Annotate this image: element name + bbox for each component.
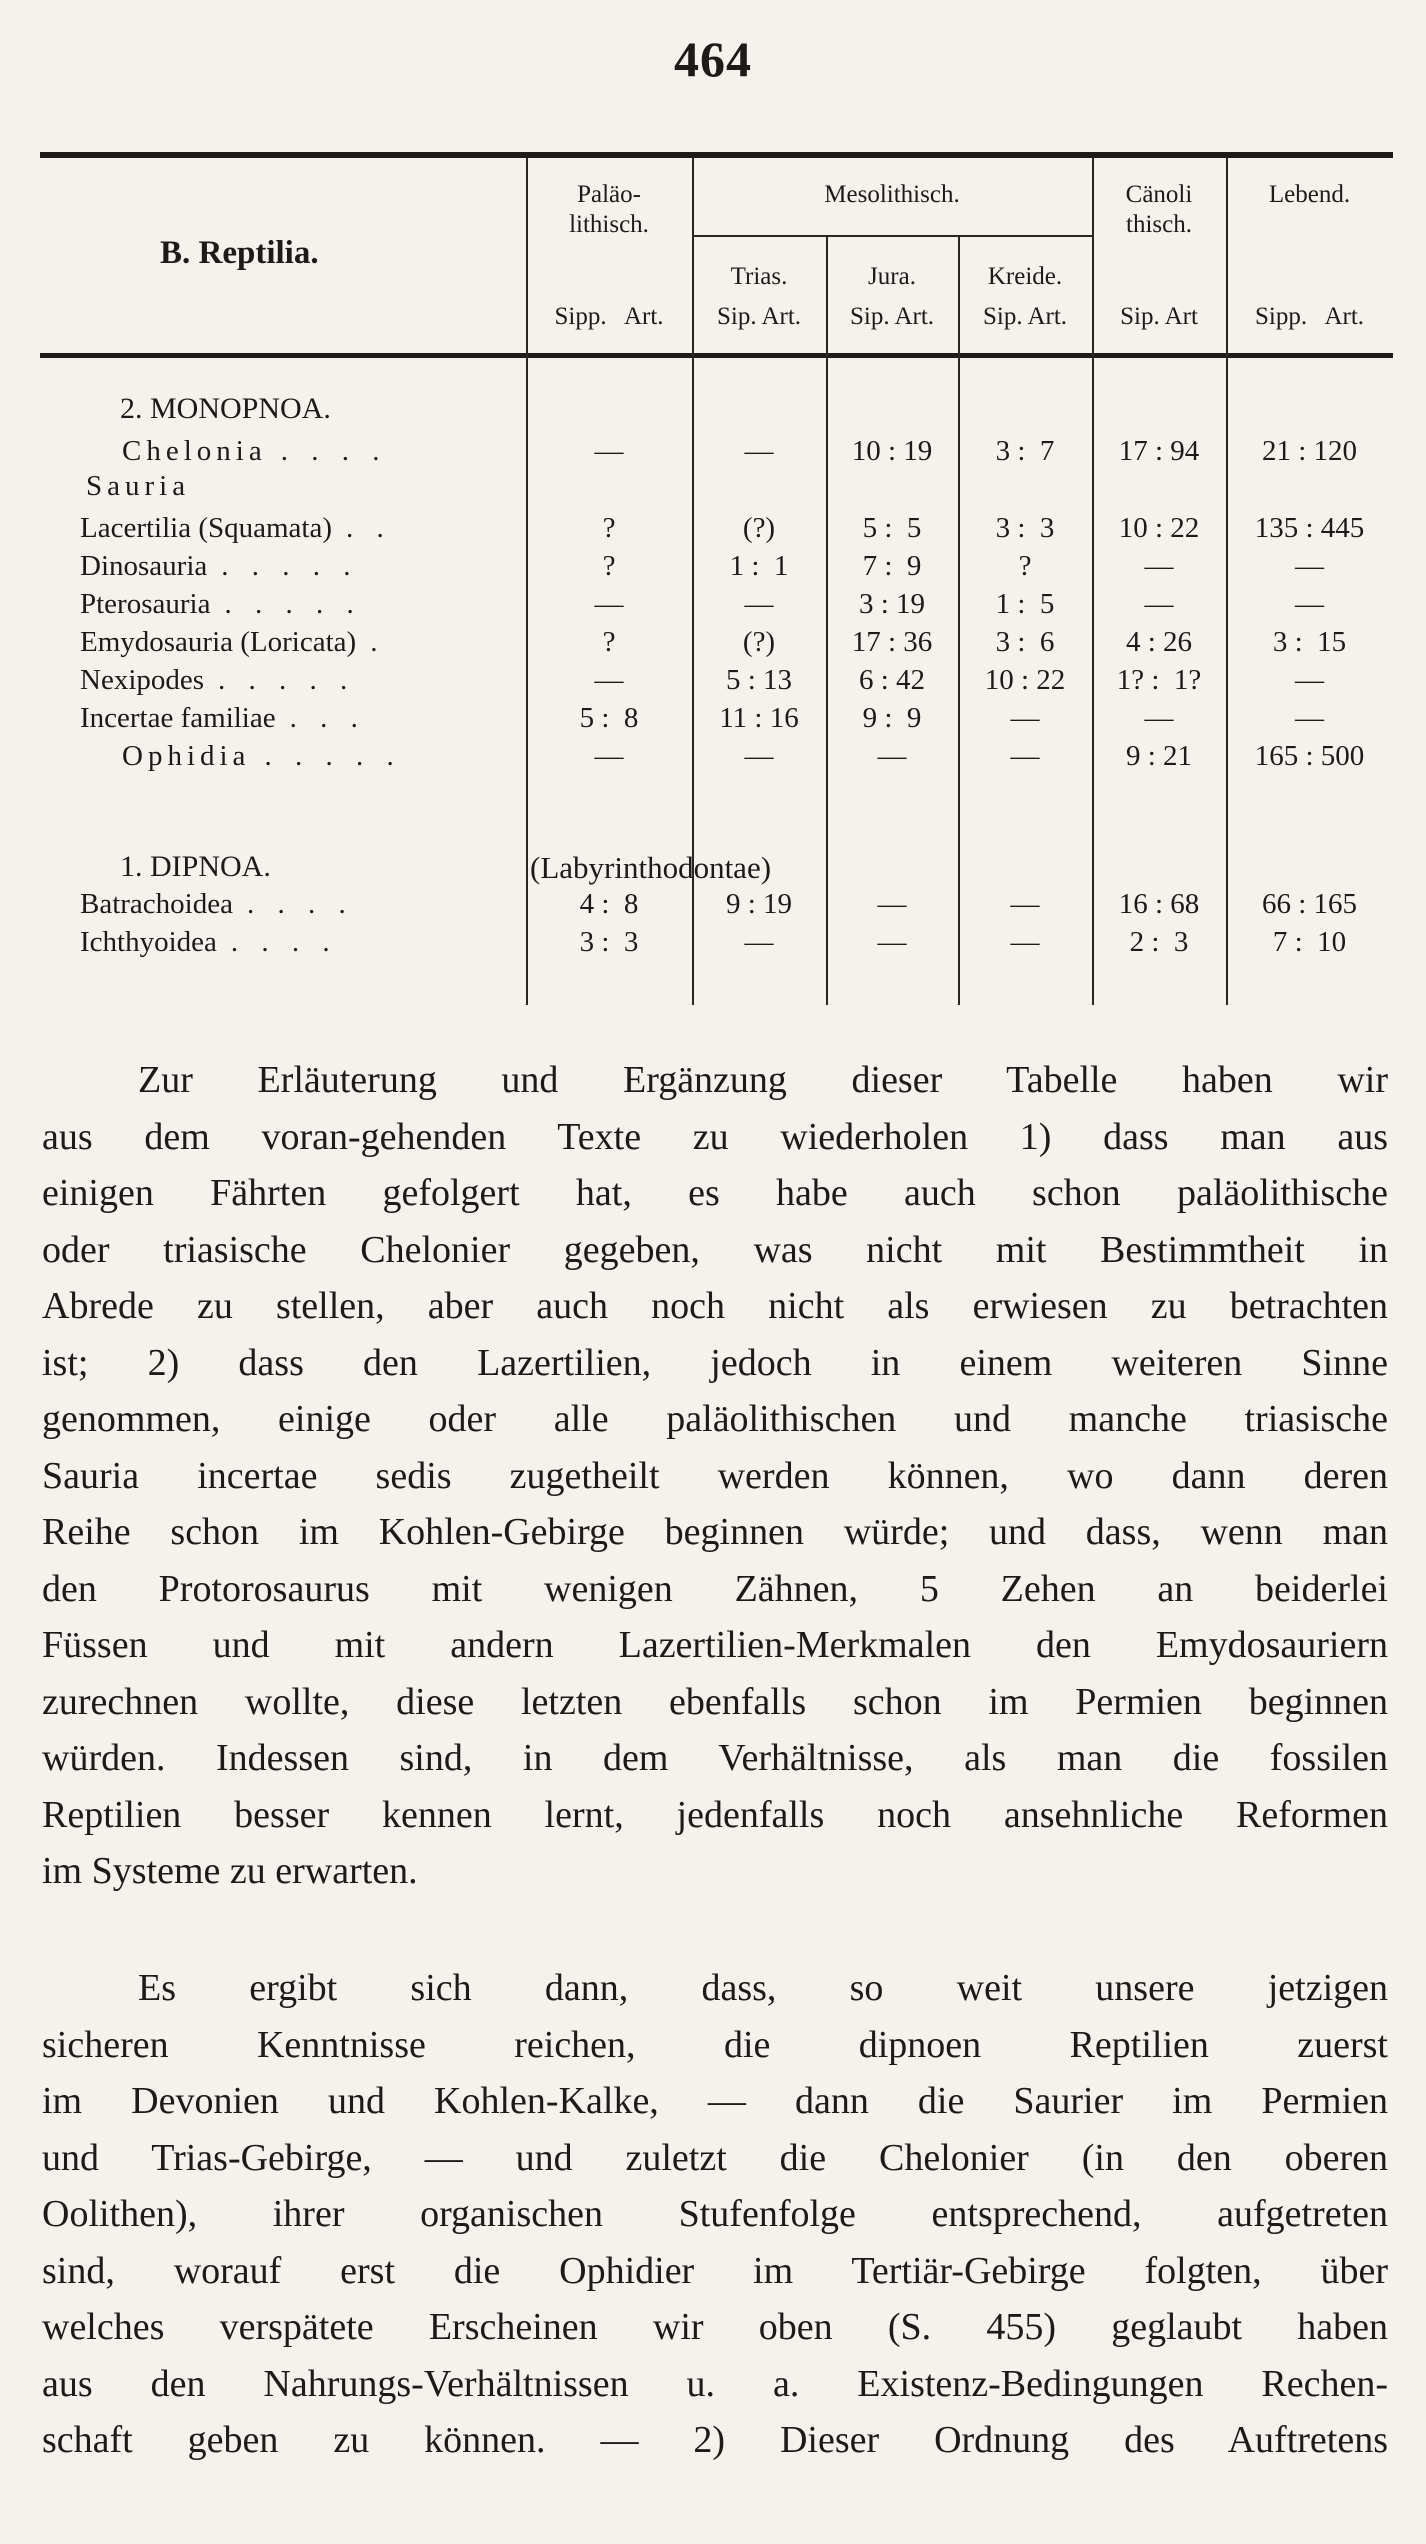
cell-canoli: — bbox=[1144, 550, 1174, 582]
row-leader-dots: . . . . bbox=[280, 435, 388, 467]
cell-lebend: 165 : 500 bbox=[1254, 740, 1365, 772]
cell-trias: 9 : 19 bbox=[725, 888, 793, 920]
header-palao: Paläo- lithisch. bbox=[569, 181, 649, 238]
table-row bbox=[40, 664, 1393, 704]
cell-jura: 3 : 19 bbox=[858, 588, 926, 620]
row-label bbox=[80, 550, 359, 583]
cell-lebend: 66 : 165 bbox=[1261, 888, 1358, 920]
cell-palao: — bbox=[594, 740, 624, 772]
text-line: einigen Fährten gefolgert hat, es habe auch schon paläolithische bbox=[42, 1172, 1388, 1214]
text-line: würden. Indessen sind, in dem Verhältnisse, als man die fossilen bbox=[42, 1737, 1388, 1779]
row-label-text: Pterosauria bbox=[80, 588, 211, 620]
cell-jura: — bbox=[877, 888, 907, 920]
row-label-text: Nexipodes bbox=[80, 664, 205, 696]
cell-trias: (?) bbox=[742, 626, 776, 658]
cell-lebend: 135 : 445 bbox=[1254, 512, 1365, 544]
cell-palao: ? bbox=[602, 550, 616, 582]
table-row bbox=[40, 740, 1393, 780]
cell-lebend: — bbox=[1295, 702, 1324, 734]
text-line: Zur Erläuterung und Ergänzung dieser Tabelle haben wir bbox=[138, 1059, 1388, 1101]
row-leader-dots: . . . . bbox=[246, 888, 354, 920]
cell-jura: 10 : 19 bbox=[851, 435, 933, 467]
cell-kreide: 1 : 5 bbox=[995, 588, 1055, 620]
text-line: sicheren Kenntnisse reichen, die dipnoen Reptilien zuerst bbox=[42, 2023, 1388, 2066]
cell-trias: (?) bbox=[742, 512, 776, 544]
subheader-lebend: Sipp. Art. bbox=[1254, 303, 1365, 330]
text-line: welches verspätete Erscheinen wir oben (S. 455) geglaubt haben bbox=[42, 2306, 1388, 2348]
cell-jura: 9 : 9 bbox=[862, 702, 922, 734]
group-dipnoa: 1. DIPNOA. bbox=[120, 850, 271, 883]
table-header-rule bbox=[40, 353, 1393, 358]
row-label bbox=[80, 588, 362, 621]
row-leader-dots: . . . . . bbox=[218, 664, 356, 696]
page-number: 464 bbox=[674, 31, 752, 87]
header-lebend: Lebend. bbox=[1268, 181, 1351, 208]
text-line: aus den Nahrungs-Verhältnissen u. a. Existenz-Bedingungen Rechen- bbox=[42, 2362, 1388, 2405]
cell-kreide: — bbox=[1010, 926, 1040, 958]
text-line: zurechnen wollte, diese letzten ebenfalls schon im Permien beginnen bbox=[42, 1680, 1388, 1723]
row-label bbox=[122, 740, 402, 773]
cell-trias: — bbox=[744, 740, 774, 772]
header-canoli: Cänoli thisch. bbox=[1125, 181, 1193, 238]
cell-jura: 17 : 36 bbox=[851, 626, 933, 658]
cell-trias: 1 : 1 bbox=[729, 550, 789, 582]
subheader-kreide: Sip. Art. bbox=[982, 303, 1068, 330]
cell-trias: — bbox=[744, 435, 774, 467]
header-meso: Mesolithisch. bbox=[824, 181, 960, 208]
cell-canoli: 9 : 21 bbox=[1125, 740, 1193, 772]
text-line: im Systeme zu erwarten. bbox=[42, 1850, 418, 1892]
row-label-text: Emydosauria (Loricata) bbox=[80, 626, 357, 658]
cell-kreide: — bbox=[1010, 702, 1040, 734]
cell-canoli: — bbox=[1144, 588, 1174, 620]
text-line: den Protorosaurus mit wenigen Zähnen, 5 Zehen an beiderlei bbox=[42, 1567, 1388, 1610]
cell-palao: — bbox=[594, 435, 624, 467]
cell-canoli: 2 : 3 bbox=[1129, 926, 1189, 958]
header-trias: Trias. bbox=[730, 263, 788, 290]
cell-lebend: — bbox=[1295, 550, 1324, 582]
subheader-canoli: Sip. Art bbox=[1120, 303, 1198, 330]
cell-palao: ? bbox=[602, 626, 616, 658]
row-leader-dots: . . . bbox=[289, 702, 366, 734]
row-leader-dots: . . . . . bbox=[221, 550, 359, 582]
table-row bbox=[40, 512, 1393, 552]
header-kreide: Kreide. bbox=[987, 263, 1063, 290]
cell-trias: — bbox=[744, 926, 774, 958]
table-row bbox=[40, 926, 1393, 966]
cell-canoli: 1? : 1? bbox=[1116, 664, 1202, 696]
cell-lebend: 7 : 10 bbox=[1272, 926, 1347, 958]
cell-kreide: 3 : 3 bbox=[995, 512, 1055, 544]
cell-palao: — bbox=[594, 664, 624, 696]
cell-kreide: — bbox=[1010, 888, 1040, 920]
cell-jura: 6 : 42 bbox=[858, 664, 926, 696]
cell-kreide: — bbox=[1010, 740, 1040, 772]
text-line: Reihe schon im Kohlen-Gebirge beginnen würde; und dass, wenn man bbox=[42, 1511, 1388, 1553]
cell-trias: — bbox=[744, 588, 774, 620]
cell-kreide: ? bbox=[1018, 550, 1032, 582]
text-line: Reptilien besser kennen lernt, jedenfalls noch ansehnliche Reformen bbox=[42, 1793, 1388, 1836]
table-row bbox=[40, 588, 1393, 628]
row-leader-dots: . . bbox=[346, 512, 392, 544]
header-jura: Jura. bbox=[868, 263, 916, 290]
cell-palao: 5 : 8 bbox=[579, 702, 639, 734]
text-line: Abrede zu stellen, aber auch noch nicht als erwiesen zu betrachten bbox=[42, 1285, 1388, 1327]
text-line: Füssen und mit andern Lazertilien-Merkmalen den Emydosauriern bbox=[42, 1624, 1388, 1666]
text-line: aus dem voran-gehenden Texte zu wiederholen 1) dass man aus bbox=[42, 1115, 1388, 1158]
cell-lebend: 21 : 120 bbox=[1261, 435, 1358, 467]
cell-jura: 5 : 5 bbox=[862, 512, 922, 544]
table-row bbox=[40, 550, 1393, 590]
table-top-rule bbox=[40, 152, 1393, 158]
cell-lebend: — bbox=[1295, 588, 1324, 620]
row-label bbox=[80, 512, 392, 545]
cell-palao: 4 : 8 bbox=[579, 888, 639, 920]
subheader-palao: Sipp. Art. bbox=[554, 303, 664, 330]
meso-sub-rule bbox=[692, 235, 1092, 237]
subheader-trias: Sip. Art. bbox=[716, 303, 802, 330]
cell-lebend: — bbox=[1295, 664, 1324, 696]
cell-palao: 3 : 3 bbox=[579, 926, 639, 958]
cell-canoli: 17 : 94 bbox=[1118, 435, 1200, 467]
paragraph-2 bbox=[42, 1960, 1388, 2469]
cell-trias: 5 : 13 bbox=[725, 664, 793, 696]
cell-jura: — bbox=[877, 740, 907, 772]
row-label-text: Dinosauria bbox=[80, 550, 208, 582]
row-label bbox=[80, 664, 355, 697]
table-title: B. Reptilia. bbox=[160, 235, 319, 271]
paragraph-1 bbox=[42, 1052, 1388, 1900]
text-line: schaft geben zu können. — 2) Dieser Ordnung des Auftretens bbox=[42, 2419, 1388, 2461]
text-line: genommen, einige oder alle paläolithischen und manche triasische bbox=[42, 1398, 1388, 1440]
table-row bbox=[40, 888, 1393, 928]
row-leader-dots: . . . . . bbox=[224, 588, 362, 620]
cell-jura: 7 : 9 bbox=[862, 550, 922, 582]
row-label-text: Ophidia bbox=[122, 740, 251, 772]
row-leader-dots: . . . . bbox=[230, 926, 338, 958]
cell-jura: — bbox=[877, 926, 907, 958]
labyrinthodontae-note: (Labyrinthodontae) bbox=[530, 850, 772, 885]
cell-canoli: 10 : 22 bbox=[1118, 512, 1200, 544]
table-row bbox=[40, 702, 1393, 742]
text-line: sind, worauf erst die Ophidier im Tertiär-Gebirge folgten, über bbox=[42, 2249, 1388, 2292]
cell-canoli: 4 : 26 bbox=[1125, 626, 1193, 658]
text-line: Es ergibt sich dann, dass, so weit unsere jetzigen bbox=[138, 1967, 1388, 2009]
group-monopnoa: 2. MONOPNOA. bbox=[120, 392, 331, 425]
row-label-text: Chelonia bbox=[122, 435, 267, 467]
cell-kreide: 10 : 22 bbox=[984, 664, 1066, 696]
row-label-text: Batrachoidea bbox=[80, 888, 233, 920]
row-label-text: Ichthyoidea bbox=[80, 926, 217, 958]
cell-trias: 11 : 16 bbox=[719, 702, 799, 734]
row-label bbox=[80, 926, 338, 959]
table-row bbox=[40, 626, 1393, 666]
text-line: Oolithen), ihrer organischen Stufenfolge entsprechend, aufgetreten bbox=[42, 2193, 1388, 2235]
cell-lebend: 3 : 15 bbox=[1272, 626, 1347, 658]
sauria-label: Sauria bbox=[86, 470, 191, 502]
row-label bbox=[80, 888, 354, 921]
cell-kreide: 3 : 7 bbox=[995, 435, 1055, 467]
cell-canoli: — bbox=[1144, 702, 1174, 734]
text-line: Sauria incertae sedis zugetheilt werden können, wo dann deren bbox=[42, 1454, 1388, 1497]
row-label-text: Incertae familiae bbox=[80, 702, 276, 734]
row-label bbox=[122, 435, 387, 468]
text-line: im Devonien und Kohlen-Kalke, — dann die Saurier im Permien bbox=[42, 2080, 1388, 2122]
cell-palao: ? bbox=[602, 512, 616, 544]
row-label bbox=[80, 626, 385, 659]
subheader-jura: Sip. Art. bbox=[849, 303, 935, 330]
row-label bbox=[80, 702, 366, 735]
row-leader-dots: . . . . . bbox=[264, 740, 402, 772]
cell-palao: — bbox=[594, 588, 624, 620]
cell-canoli: 16 : 68 bbox=[1118, 888, 1200, 920]
text-line: oder triasische Chelonier gegeben, was nicht mit Bestimmtheit in bbox=[42, 1228, 1388, 1271]
cell-kreide: 3 : 6 bbox=[995, 626, 1055, 658]
text-line: ist; 2) dass den Lazertilien, jedoch in einem weiteren Sinne bbox=[42, 1341, 1388, 1384]
reptilia-table bbox=[40, 150, 1393, 1000]
row-leader-dots: . bbox=[370, 626, 386, 658]
table-row bbox=[40, 435, 1393, 475]
row-label-text: Lacertilia (Squamata) bbox=[80, 512, 333, 544]
text-line: und Trias-Gebirge, — und zuletzt die Chelonier (in den oberen bbox=[42, 2136, 1388, 2179]
